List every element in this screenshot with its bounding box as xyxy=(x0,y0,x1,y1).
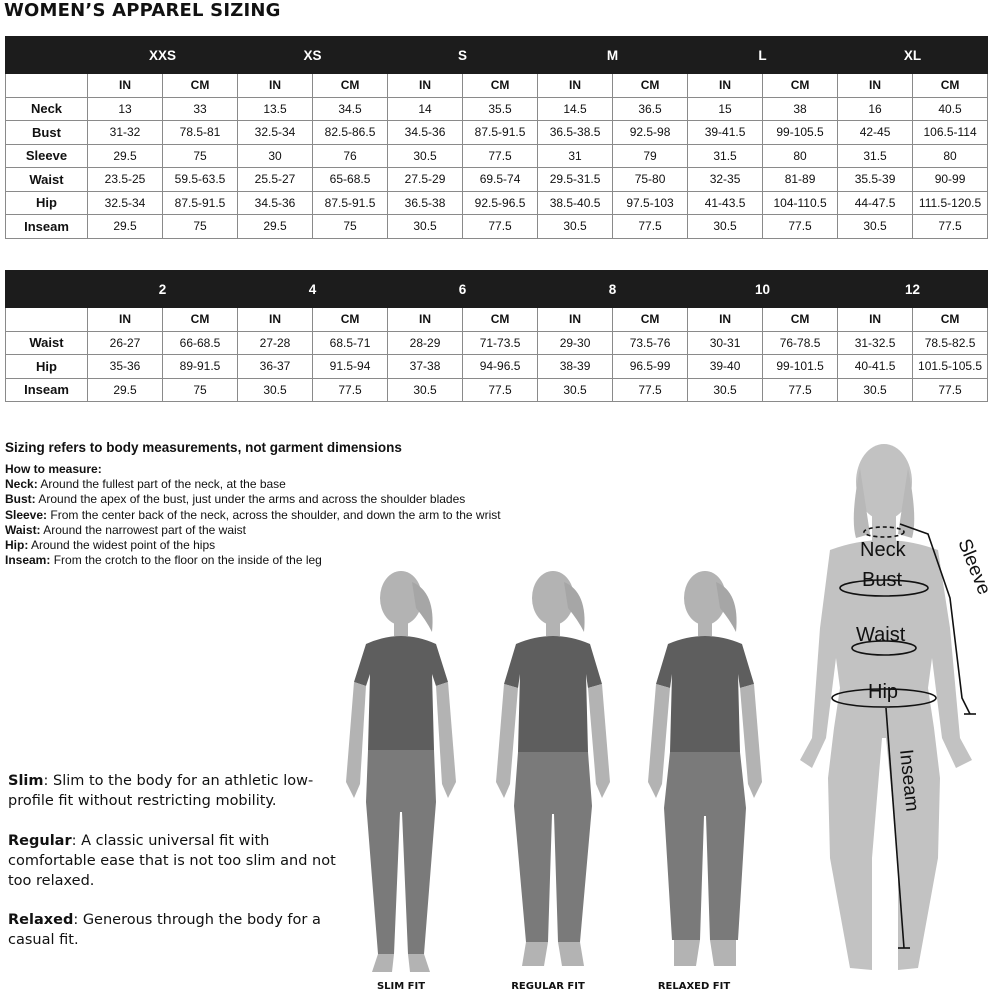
row-label: Inseam xyxy=(6,215,88,239)
table-cell: 66-68.5 xyxy=(163,331,238,355)
table-cell: 30.5 xyxy=(388,144,463,168)
unit-cm: CM xyxy=(163,308,238,332)
size-header: XS xyxy=(238,37,388,74)
fit-descriptions xyxy=(8,771,338,970)
fit-name: Regular xyxy=(8,832,72,849)
table-row xyxy=(6,191,988,215)
table-cell: 87.5-91.5 xyxy=(313,191,388,215)
table-cell: 75 xyxy=(163,144,238,168)
slim-fit-caption: SLIM FIT xyxy=(376,981,426,992)
table-cell: 28-29 xyxy=(388,331,463,355)
table-cell: 99-105.5 xyxy=(763,121,838,145)
page-title: WOMEN’S APPAREL SIZING xyxy=(4,0,281,21)
unit-in: IN xyxy=(538,74,613,98)
measure-text: Around the narrowest part of the waist xyxy=(40,522,247,537)
size-header: 4 xyxy=(238,271,388,308)
table-cell: 77.5 xyxy=(763,378,838,402)
fit-text: : A classic universal fit with comfortable ease that is not too slim and not too relaxed. xyxy=(8,832,336,889)
table-cell: 104-110.5 xyxy=(763,191,838,215)
table-cell: 69.5-74 xyxy=(463,168,538,192)
regular-fit-caption: REGULAR FIT xyxy=(511,981,585,992)
table-cell: 36.5-38 xyxy=(388,191,463,215)
table-cell: 34.5-36 xyxy=(388,121,463,145)
neck-label: Neck xyxy=(860,539,906,561)
table-cell: 94-96.5 xyxy=(463,355,538,379)
table-cell: 30.5 xyxy=(388,215,463,239)
table-cell: 30.5 xyxy=(238,378,313,402)
unit-in: IN xyxy=(388,74,463,98)
fit-relaxed xyxy=(8,910,338,950)
table-cell: 106.5-114 xyxy=(913,121,988,145)
table-cell: 77.5 xyxy=(463,215,538,239)
table-cell: 42-45 xyxy=(838,121,913,145)
table-cell: 30.5 xyxy=(688,215,763,239)
unit-in: IN xyxy=(238,74,313,98)
table-cell: 78.5-82.5 xyxy=(913,331,988,355)
sleeve-label: Sleeve xyxy=(953,536,995,598)
unit-cm: CM xyxy=(913,308,988,332)
unit-cm: CM xyxy=(313,308,388,332)
measure-item-sleeve xyxy=(5,508,501,523)
row-label: Waist xyxy=(6,168,88,192)
unit-row xyxy=(6,308,988,332)
measure-term: Hip: xyxy=(5,538,29,553)
table-cell: 65-68.5 xyxy=(313,168,388,192)
table-cell: 33 xyxy=(163,97,238,121)
table-cell: 39-41.5 xyxy=(688,121,763,145)
table1-body xyxy=(6,97,988,238)
fit-regular xyxy=(8,831,338,891)
table-cell: 59.5-63.5 xyxy=(163,168,238,192)
table-cell: 81-89 xyxy=(763,168,838,192)
unit-in: IN xyxy=(388,308,463,332)
table-cell: 14 xyxy=(388,97,463,121)
measure-text: Around the widest point of the hips xyxy=(28,538,216,553)
unit-in: IN xyxy=(238,308,313,332)
measure-item-bust xyxy=(5,492,501,507)
unit-in: IN xyxy=(88,74,163,98)
table-cell: 38-39 xyxy=(538,355,613,379)
table-cell: 32-35 xyxy=(688,168,763,192)
table-cell: 31.5 xyxy=(688,144,763,168)
table-cell: 73.5-76 xyxy=(613,331,688,355)
size-header: 8 xyxy=(538,271,688,308)
size-header: 2 xyxy=(88,271,238,308)
table2-body xyxy=(6,331,988,402)
table-cell: 41-43.5 xyxy=(688,191,763,215)
table-cell: 30.5 xyxy=(538,378,613,402)
size-header: S xyxy=(388,37,538,74)
unit-cm: CM xyxy=(463,308,538,332)
table-cell: 40-41.5 xyxy=(838,355,913,379)
figure-relaxed-illustration xyxy=(648,571,762,966)
table-cell: 29-30 xyxy=(538,331,613,355)
size-header-row xyxy=(6,271,988,308)
table-row xyxy=(6,215,988,239)
figure-slim-illustration xyxy=(346,571,456,972)
table-cell: 101.5-105.5 xyxy=(913,355,988,379)
table-cell: 39-40 xyxy=(688,355,763,379)
table-cell: 37-38 xyxy=(388,355,463,379)
table-cell: 36-37 xyxy=(238,355,313,379)
measure-term: Bust: xyxy=(5,492,36,507)
table-cell: 36.5 xyxy=(613,97,688,121)
measurement-diagram xyxy=(800,438,996,986)
table-row xyxy=(6,378,988,402)
unit-in: IN xyxy=(688,308,763,332)
table-cell: 32.5-34 xyxy=(88,191,163,215)
table-cell: 14.5 xyxy=(538,97,613,121)
table-cell: 87.5-91.5 xyxy=(463,121,538,145)
relaxed-fit-figure xyxy=(640,562,770,980)
measure-item-hip xyxy=(5,538,501,553)
measure-text: Around the fullest part of the neck, at the base xyxy=(37,477,286,492)
table-cell: 29.5 xyxy=(238,215,313,239)
table-cell: 77.5 xyxy=(763,215,838,239)
unit-cm: CM xyxy=(463,74,538,98)
table-cell: 25.5-27 xyxy=(238,168,313,192)
row-label: Waist xyxy=(6,331,88,355)
table-cell: 75-80 xyxy=(613,168,688,192)
table-cell: 79 xyxy=(613,144,688,168)
size-header: XL xyxy=(838,37,988,74)
row-label: Neck xyxy=(6,97,88,121)
fit-name: Relaxed xyxy=(8,912,74,928)
unit-cm: CM xyxy=(313,74,388,98)
measure-text: From the crotch to the floor on the inside of the leg xyxy=(50,553,322,568)
unit-cm: CM xyxy=(763,74,838,98)
table-cell: 87.5-91.5 xyxy=(163,191,238,215)
table-cell: 34.5 xyxy=(313,97,388,121)
table-cell: 111.5-120.5 xyxy=(913,191,988,215)
table-cell: 78.5-81 xyxy=(163,121,238,145)
table-cell: 44-47.5 xyxy=(838,191,913,215)
unit-corner xyxy=(6,308,88,332)
table-row xyxy=(6,97,988,121)
table-cell: 30-31 xyxy=(688,331,763,355)
size-header: XXS xyxy=(88,37,238,74)
figure-regular-illustration xyxy=(496,571,610,966)
measure-item-neck xyxy=(5,477,501,492)
row-label: Hip xyxy=(6,191,88,215)
unit-corner xyxy=(6,74,88,98)
unit-in: IN xyxy=(838,74,913,98)
table-cell: 91.5-94 xyxy=(313,355,388,379)
table-cell: 35.5 xyxy=(463,97,538,121)
table-cell: 92.5-96.5 xyxy=(463,191,538,215)
table-cell: 77.5 xyxy=(913,215,988,239)
table-cell: 31-32 xyxy=(88,121,163,145)
waist-label: Waist xyxy=(856,624,906,646)
measure-term: Inseam: xyxy=(5,553,51,568)
measure-term: Neck: xyxy=(5,477,38,492)
unit-cm: CM xyxy=(163,74,238,98)
table-cell: 71-73.5 xyxy=(463,331,538,355)
row-label: Bust xyxy=(6,121,88,145)
table-cell: 77.5 xyxy=(913,378,988,402)
bust-label: Bust xyxy=(862,569,903,591)
table-cell: 30.5 xyxy=(538,215,613,239)
unit-in: IN xyxy=(838,308,913,332)
how-to-title: How to measure: xyxy=(5,462,102,476)
table-cell: 77.5 xyxy=(613,215,688,239)
fit-text: : Generous through the body for a casual fit. xyxy=(8,912,321,948)
table-row xyxy=(6,331,988,355)
table-cell: 13 xyxy=(88,97,163,121)
table-cell: 31.5 xyxy=(838,144,913,168)
table-cell: 32.5-34 xyxy=(238,121,313,145)
table-cell: 29.5 xyxy=(88,144,163,168)
corner-cell xyxy=(6,37,88,74)
table-cell: 40.5 xyxy=(913,97,988,121)
table-cell: 75 xyxy=(163,215,238,239)
table-cell: 27-28 xyxy=(238,331,313,355)
table-row xyxy=(6,355,988,379)
size-header: M xyxy=(538,37,688,74)
table-cell: 35.5-39 xyxy=(838,168,913,192)
table-cell: 27.5-29 xyxy=(388,168,463,192)
size-header: 6 xyxy=(388,271,538,308)
table-cell: 29.5 xyxy=(88,378,163,402)
table-cell: 97.5-103 xyxy=(613,191,688,215)
measure-term: Sleeve: xyxy=(5,507,48,522)
regular-fit-figure xyxy=(488,562,618,980)
measure-item-waist xyxy=(5,523,501,538)
table-cell: 29.5-31.5 xyxy=(538,168,613,192)
row-label: Inseam xyxy=(6,378,88,402)
size-header: L xyxy=(688,37,838,74)
unit-in: IN xyxy=(688,74,763,98)
unit-in: IN xyxy=(88,308,163,332)
table-cell: 31 xyxy=(538,144,613,168)
table-cell: 75 xyxy=(313,215,388,239)
unit-cm: CM xyxy=(613,74,688,98)
row-label: Hip xyxy=(6,355,88,379)
table-cell: 77.5 xyxy=(313,378,388,402)
table-cell: 34.5-36 xyxy=(238,191,313,215)
measure-term: Waist: xyxy=(5,522,41,537)
size-table-alpha xyxy=(5,36,988,239)
table-cell: 77.5 xyxy=(463,144,538,168)
table-row xyxy=(6,121,988,145)
table-cell: 90-99 xyxy=(913,168,988,192)
table-cell: 30.5 xyxy=(688,378,763,402)
table-cell: 89-91.5 xyxy=(163,355,238,379)
measure-text: Around the apex of the bust, just under the arms and across the shoulder blades xyxy=(35,492,466,507)
fit-slim xyxy=(8,771,338,811)
table-cell: 30 xyxy=(238,144,313,168)
table-cell: 80 xyxy=(763,144,838,168)
table-cell: 77.5 xyxy=(613,378,688,402)
table-cell: 36.5-38.5 xyxy=(538,121,613,145)
fit-text: : Slim to the body for an athletic low-profile fit without restricting mobility. xyxy=(8,773,314,809)
how-to-measure xyxy=(5,462,501,568)
unit-in: IN xyxy=(538,308,613,332)
table-cell: 99-101.5 xyxy=(763,355,838,379)
size-header: 10 xyxy=(688,271,838,308)
relaxed-fit-caption: RELAXED FIT xyxy=(657,981,731,992)
table-row xyxy=(6,144,988,168)
row-label: Sleeve xyxy=(6,144,88,168)
table-cell: 77.5 xyxy=(463,378,538,402)
table-cell: 30.5 xyxy=(838,215,913,239)
unit-cm: CM xyxy=(763,308,838,332)
inseam-label: Inseam xyxy=(895,748,923,813)
table-cell: 38 xyxy=(763,97,838,121)
table-cell: 80 xyxy=(913,144,988,168)
corner-cell xyxy=(6,271,88,308)
table-cell: 75 xyxy=(163,378,238,402)
measure-text: From the center back of the neck, across the shoulder, and down the arm to the wrist xyxy=(47,507,501,522)
table-cell: 15 xyxy=(688,97,763,121)
table-cell: 26-27 xyxy=(88,331,163,355)
table-cell: 23.5-25 xyxy=(88,168,163,192)
size-table-numeric xyxy=(5,270,988,402)
unit-cm: CM xyxy=(613,308,688,332)
hip-label: Hip xyxy=(868,681,899,703)
table-cell: 29.5 xyxy=(88,215,163,239)
table-cell: 13.5 xyxy=(238,97,313,121)
table-cell: 96.5-99 xyxy=(613,355,688,379)
size-header-row xyxy=(6,37,988,74)
sizing-note-heading: Sizing refers to body measurements, not garment dimensions xyxy=(5,440,402,455)
table-cell: 76 xyxy=(313,144,388,168)
table-cell: 30.5 xyxy=(388,378,463,402)
slim-fit-figure xyxy=(336,562,466,980)
table-cell: 38.5-40.5 xyxy=(538,191,613,215)
table-cell: 31-32.5 xyxy=(838,331,913,355)
table-cell: 82.5-86.5 xyxy=(313,121,388,145)
table-cell: 92.5-98 xyxy=(613,121,688,145)
unit-row xyxy=(6,74,988,98)
table-cell: 30.5 xyxy=(838,378,913,402)
table-cell: 16 xyxy=(838,97,913,121)
table-cell: 76-78.5 xyxy=(763,331,838,355)
fit-name: Slim xyxy=(8,773,44,789)
size-header: 12 xyxy=(838,271,988,308)
table-cell: 35-36 xyxy=(88,355,163,379)
unit-cm: CM xyxy=(913,74,988,98)
table-cell: 68.5-71 xyxy=(313,331,388,355)
table-row xyxy=(6,168,988,192)
